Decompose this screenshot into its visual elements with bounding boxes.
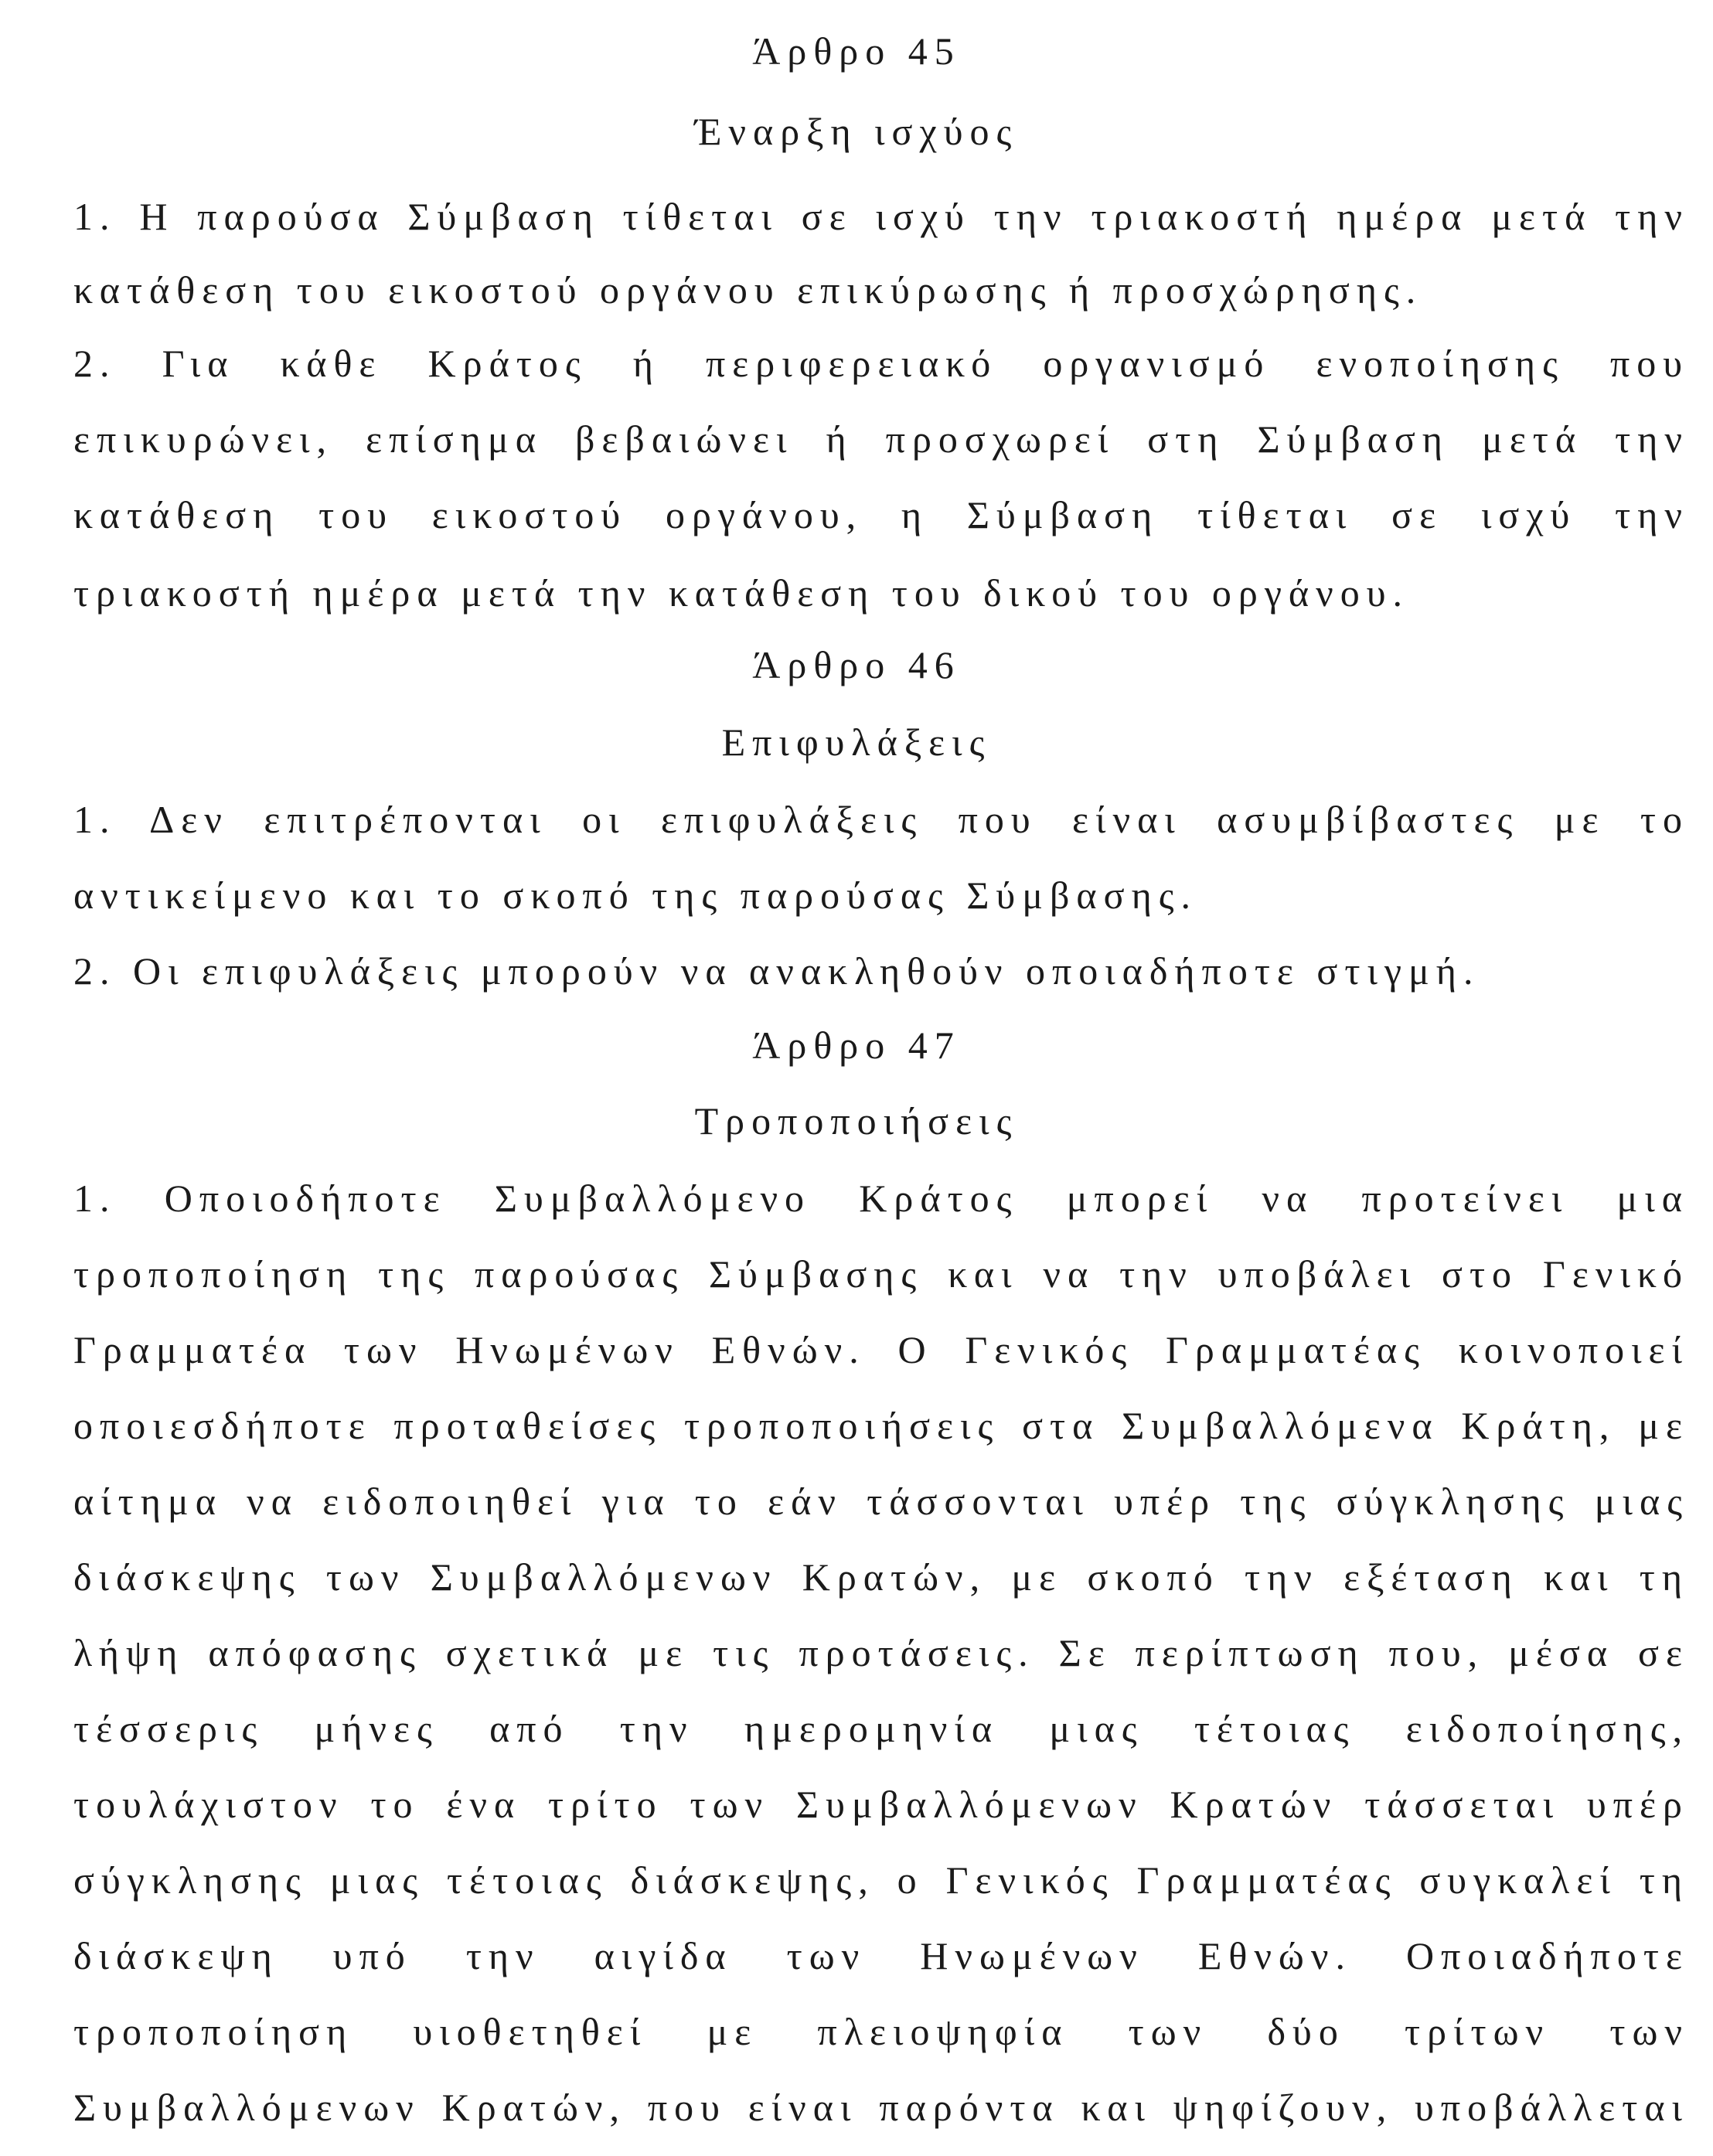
article-47-line-7: λήψη απόφασης σχετικά με τις προτάσεις. Σε περίπτωση που, μέσα σε	[73, 1631, 1689, 1674]
article-47-line-13: Συμβαλλόμενων Κρατών, που είναι παρόντα και ψηφίζουν, υποβάλλεται	[73, 2086, 1689, 2129]
article-45-title: Έναρξη ισχύος	[694, 110, 1019, 153]
article-46-line-2: αντικείμενο και το σκοπό της παρούσας Σύμβασης.	[73, 874, 1198, 917]
article-47-line-6: διάσκεψης των Συμβαλλόμενων Κρατών, με σκοπό την εξέταση και τη	[73, 1555, 1689, 1599]
article-46-line-1: 1. Δεν επιτρέπονται οι επιφυλάξεις που είναι ασυμβίβαστες με το	[73, 798, 1689, 841]
article-46-line-3: 2. Οι επιφυλάξεις μπορούν να ανακληθούν οποιαδήποτε στιγμή.	[73, 949, 1480, 993]
article-45-line-4: επικυρώνει, επίσημα βεβαιώνει ή προσχωρεί στη Σύμβαση μετά την	[73, 417, 1689, 461]
article-45-line-3: 2. Για κάθε Κράτος ή περιφερειακό οργανισμό ενοποίησης που	[73, 342, 1689, 385]
article-47-line-9: τουλάχιστον το ένα τρίτο των Συμβαλλόμενων Κρατών τάσσεται υπέρ	[73, 1783, 1689, 1826]
article-47-line-12: τροποποίηση υιοθετηθεί με πλειοψηφία των δύο τρίτων των	[73, 2010, 1689, 2053]
article-47-line-1: 1. Οποιοδήποτε Συμβαλλόμενο Κράτος μπορεί να προτείνει μια	[73, 1177, 1689, 1220]
article-47-line-3: Γραμματέα των Ηνωμένων Εθνών. Ο Γενικός Γραμματέας κοινοποιεί	[73, 1328, 1689, 1371]
article-47-line-5: αίτημα να ειδοποιηθεί για το εάν τάσσονται υπέρ της σύγκλησης μιας	[73, 1480, 1689, 1523]
article-45-line-6: τριακοστή ημέρα μετά την κατάθεση του δικού του οργάνου.	[73, 571, 1409, 615]
article-45-line-1: 1. Η παρούσα Σύμβαση τίθεται σε ισχύ την τριακοστή ημέρα μετά την	[73, 195, 1689, 238]
article-45-line-2: κατάθεση του εικοστού οργάνου επικύρωσης ή προσχώρησης.	[73, 268, 1423, 312]
article-45-heading: Άρθρο 45	[752, 29, 961, 73]
article-45-line-5: κατάθεση του εικοστού οργάνου, η Σύμβαση τίθεται σε ισχύ την	[73, 493, 1689, 536]
article-47-line-10: σύγκλησης μιας τέτοιας διάσκεψης, ο Γενικός Γραμματέας συγκαλεί τη	[73, 1858, 1689, 1902]
article-47-title: Τροποποιήσεις	[694, 1099, 1019, 1143]
article-47-line-8: τέσσερις μήνες από την ημερομηνία μιας τέτοιας ειδοποίησης,	[73, 1707, 1689, 1750]
article-47-line-11: διάσκεψη υπό την αιγίδα των Ηνωμένων Εθνών. Οποιαδήποτε	[73, 1934, 1689, 1977]
article-47-heading: Άρθρο 47	[752, 1024, 961, 1067]
article-47-line-2: τροποποίηση της παρούσας Σύμβασης και να την υποβάλει στο Γενικό	[73, 1252, 1689, 1296]
article-47-line-4: οποιεσδήποτε προταθείσες τροποποιήσεις στα Συμβαλλόμενα Κράτη, με	[73, 1404, 1689, 1447]
article-46-title: Επιφυλάξεις	[721, 720, 992, 764]
article-46-heading: Άρθρο 46	[752, 643, 961, 686]
